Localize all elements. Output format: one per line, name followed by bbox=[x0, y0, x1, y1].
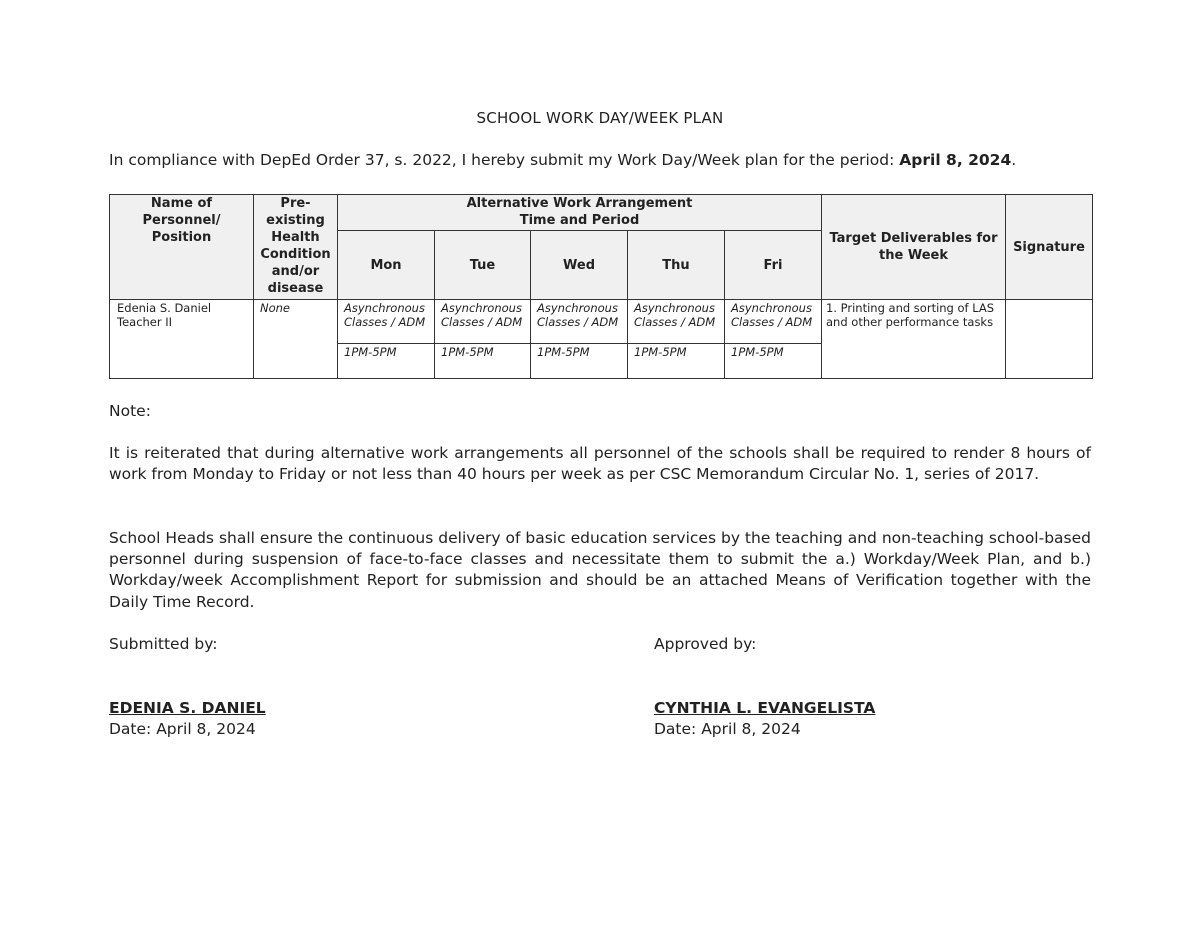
header-awa-line1: Alternative Work Arrangement bbox=[466, 196, 693, 211]
header-day-thu: Thu bbox=[628, 231, 725, 300]
approved-date: Date: April 8, 2024 bbox=[654, 720, 801, 738]
header-awa-line2: Time and Period bbox=[519, 213, 640, 228]
intro-end: . bbox=[1011, 151, 1017, 169]
header-signature: Signature bbox=[1006, 195, 1093, 300]
cell-time-mon: 1PM-5PM bbox=[338, 344, 435, 379]
personnel-position: Teacher II bbox=[117, 315, 173, 329]
header-day-tue: Tue bbox=[435, 231, 531, 300]
note-paragraph-2: School Heads shall ensure the continuous delivery of basic education services by the teaching and non-teaching school-based personnel during suspension of face-to-face classes and necessitate them to submit the a.) Workday/Week Plan, and b.) Workday/week Accomplishment Report for submission and should be an attached Means of Verification together with the Daily Time Record. bbox=[109, 529, 1091, 611]
cell-target-deliverables: 1. Printing and sorting of LAS and other performance tasks bbox=[822, 300, 1006, 379]
cell-activity-wed: Asynchronous Classes / ADM bbox=[531, 300, 628, 344]
submitter-name: EDENIA S. DANIEL bbox=[109, 699, 266, 717]
header-alternative-work-arrangement bbox=[338, 195, 822, 231]
cell-personnel bbox=[110, 300, 254, 379]
cell-time-tue: 1PM-5PM bbox=[435, 344, 531, 379]
header-day-mon: Mon bbox=[338, 231, 435, 300]
header-health-condition: Pre-existing Health Condition and/or disease bbox=[254, 195, 338, 300]
document-title: SCHOOL WORK DAY/WEEK PLAN bbox=[476, 109, 724, 127]
cell-activity-mon: Asynchronous Classes / ADM bbox=[338, 300, 435, 344]
approver-name: CYNTHIA L. EVANGELISTA bbox=[654, 699, 876, 717]
header-day-fri: Fri bbox=[725, 231, 822, 300]
cell-activity-tue: Asynchronous Classes / ADM bbox=[435, 300, 531, 344]
intro-text: In compliance with DepEd Order 37, s. 2022, I hereby submit my Work Day/Week plan for the period: bbox=[109, 151, 900, 169]
cell-activity-fri: Asynchronous Classes / ADM bbox=[725, 300, 822, 344]
cell-time-fri: 1PM-5PM bbox=[725, 344, 822, 379]
header-target-deliverables: Target Deliverables for the Week bbox=[822, 195, 1006, 300]
intro-sentence bbox=[109, 151, 1091, 169]
submitted-date: Date: April 8, 2024 bbox=[109, 720, 256, 738]
personnel-name: Edenia S. Daniel bbox=[117, 301, 212, 315]
cell-time-wed: 1PM-5PM bbox=[531, 344, 628, 379]
cell-time-thu: 1PM-5PM bbox=[628, 344, 725, 379]
cell-activity-thu: Asynchronous Classes / ADM bbox=[628, 300, 725, 344]
cell-signature bbox=[1006, 300, 1093, 379]
intro-period: April 8, 2024 bbox=[899, 151, 1012, 169]
cell-health-condition: None bbox=[254, 300, 338, 379]
note-label: Note: bbox=[109, 402, 151, 420]
header-day-wed: Wed bbox=[531, 231, 628, 300]
header-name-position: Name of Personnel/ Position bbox=[110, 195, 254, 300]
work-plan-table bbox=[109, 194, 1093, 379]
approved-by-label: Approved by: bbox=[654, 635, 757, 653]
submitted-by-label: Submitted by: bbox=[109, 635, 218, 653]
note-paragraph-1: It is reiterated that during alternative work arrangements all personnel of the schools shall be required to render 8 hours of work from Monday to Friday or not less than 40 hours per week as per CSC Memorandum Circular No. 1, series of 2017. bbox=[109, 444, 1091, 484]
